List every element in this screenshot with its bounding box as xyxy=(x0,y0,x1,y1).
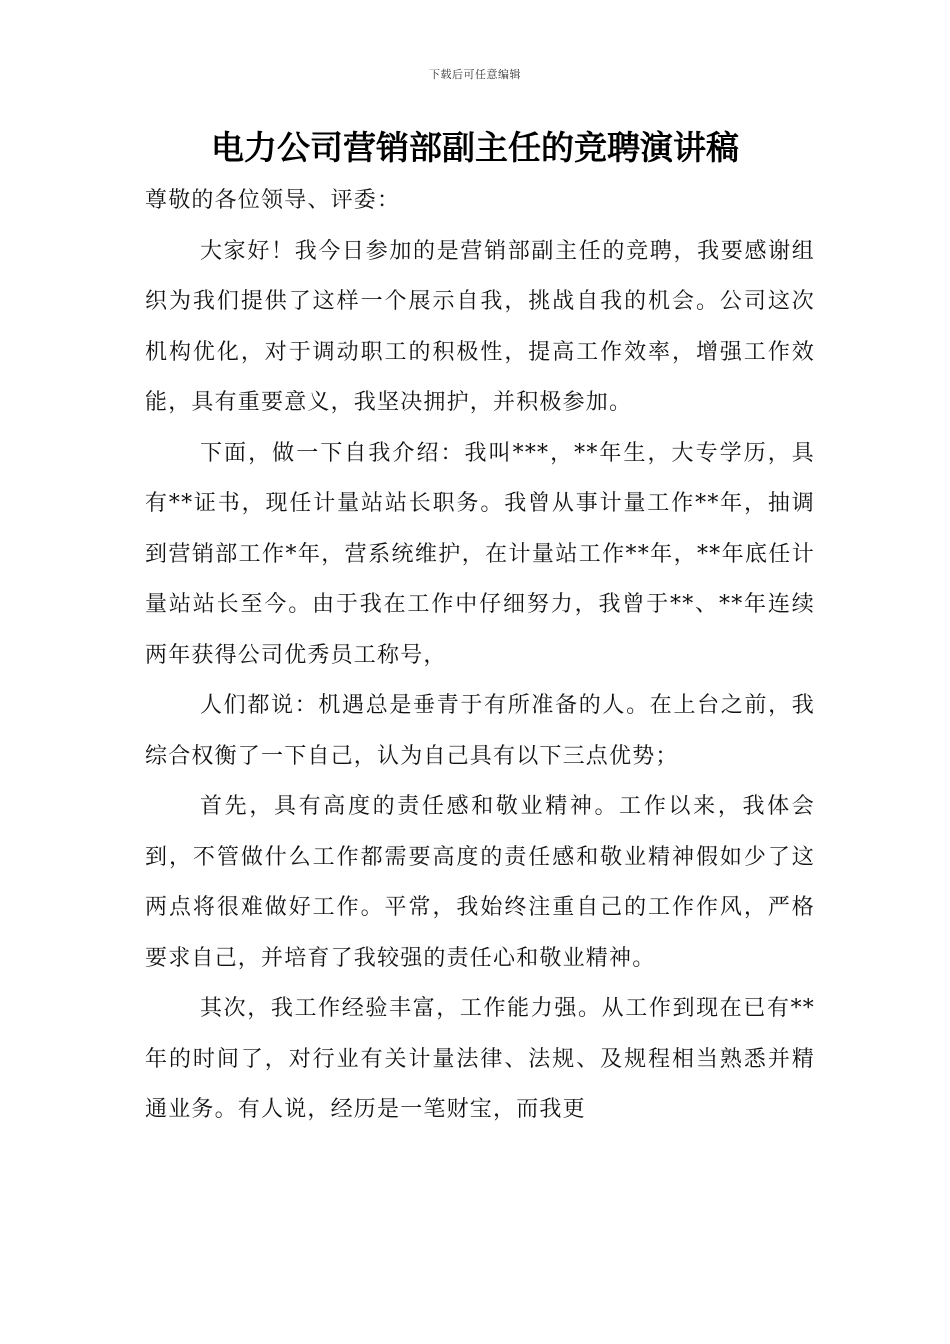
paragraph: 大家好！我今日参加的是营销部副主任的竞聘，我要感谢组织为我们提供了这样一个展示自我，挑战自我的机会。公司这次机构优化，对于调动职工的积极性，提高工作效率，增强工作效能，具有重要意义，我坚决拥护，并积极参加。 xyxy=(145,238,815,415)
document-body xyxy=(145,176,815,1136)
paragraph: 下面，做一下自我介绍：我叫***，**年生，大专学历，具有**证书，现任计量站站长职务。我曾从事计量工作**年，抽调到营销部工作*年，营系统维护，在计量站工作**年，**年底任计量站站长至今。由于我在工作中仔细努力，我曾于**、**年连续两年获得公司优秀员工称号， xyxy=(145,440,815,668)
header-note: 下载后可任意编辑 xyxy=(429,68,521,81)
paragraph: 其次，我工作经验丰富，工作能力强。从工作到现在已有**年的时间了，对行业有关计量法律、法规、及规程相当熟悉并精通业务。有人说，经历是一笔财宝，而我更 xyxy=(145,996,815,1122)
paragraph: 首先，具有高度的责任感和敬业精神。工作以来，我体会到，不管做什么工作都需要高度的责任感和敬业精神假如少了这两点将很难做好工作。平常，我始终注重自己的工作作风，严格要求自己，并培育了我较强的责任心和敬业精神。 xyxy=(145,794,815,971)
salutation: 尊敬的各位领导、评委： xyxy=(145,188,401,213)
document-title: 电力公司营销部副主任的竞聘演讲稿 xyxy=(211,128,739,167)
paragraph: 人们都说：机遇总是垂青于有所准备的人。在上台之前，我综合权衡了一下自己，认为自己具有以下三点优势； xyxy=(145,693,815,769)
